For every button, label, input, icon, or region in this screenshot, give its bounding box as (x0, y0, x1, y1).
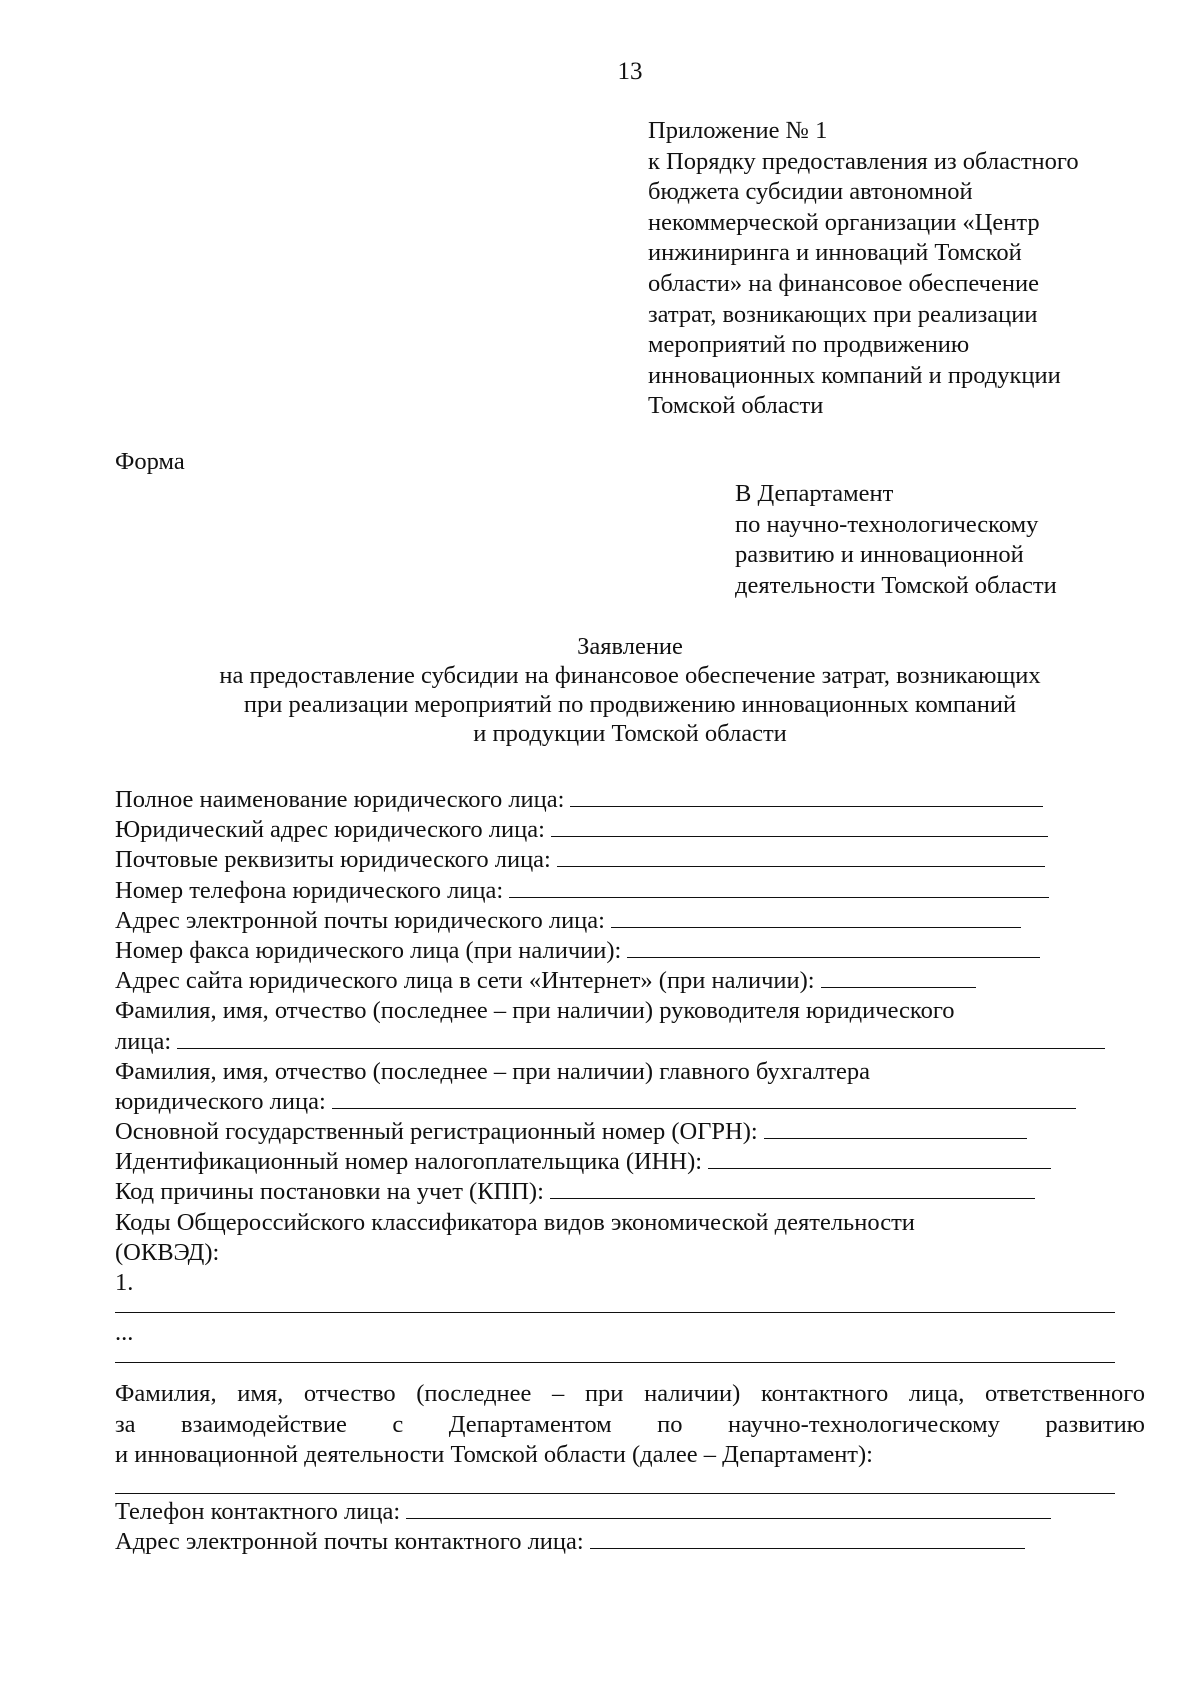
contact-person-blank[interactable] (115, 1492, 1115, 1494)
email-blank[interactable] (611, 907, 1021, 928)
appendix-line: Приложение № 1 (648, 117, 828, 144)
addressee-line: деятельности Томской области (735, 571, 1057, 599)
field-label: Адрес сайта юридического лица в сети «Интернет» (при наличии): (115, 967, 815, 995)
okved-item-number: 1. (115, 1269, 134, 1296)
field-label: Основной государственный регистрационный номер (ОГРН): (115, 1118, 758, 1146)
field-label: Фамилия, имя, отчество (последнее – при наличии) контактного лица, ответственного (115, 1380, 1145, 1408)
field-head-name-line1 (115, 997, 1145, 1027)
postal-details-blank[interactable] (557, 846, 1045, 867)
field-label: Телефон контактного лица: (115, 1497, 401, 1525)
addressee-line: по научно-технологическому (735, 510, 1039, 538)
title-line: на предоставление субсидии на финансовое обеспечение затрат, возникающих (219, 662, 1041, 689)
okved-ellipsis-row (115, 1319, 1145, 1349)
field-label: Юридический адрес юридического лица: (115, 816, 545, 844)
kpp-blank[interactable] (550, 1178, 1035, 1199)
field-contact-email (115, 1528, 1145, 1558)
field-legal-address (115, 816, 1145, 846)
field-label: юридического лица: (115, 1087, 326, 1115)
okved-item-1-blank[interactable] (115, 1311, 1115, 1313)
appendix-line: некоммерческой организации «Центр (648, 208, 1040, 236)
field-head-name-line2 (115, 1028, 1145, 1058)
contact-email-blank[interactable] (590, 1528, 1025, 1549)
field-label: Адрес электронной почты контактного лица: (115, 1528, 584, 1556)
field-postal-details (115, 846, 1145, 876)
field-label: Фамилия, имя, отчество (последнее – при наличии) руководителя юридического (115, 997, 955, 1025)
title-line: и продукции Томской области (473, 720, 787, 747)
appendix-line: бюджета субсидии автономной (648, 178, 973, 206)
accountant-blank[interactable] (332, 1088, 1076, 1109)
page-number: 13 (617, 58, 643, 85)
field-okved-line2 (115, 1239, 1145, 1269)
appendix-line: мероприятий по продвижению (648, 331, 970, 359)
field-label: Фамилия, имя, отчество (последнее – при наличии) главного бухгалтера (115, 1057, 870, 1085)
title-line: Заявление (577, 633, 683, 660)
field-label: Полное наименование юридического лица: (115, 786, 565, 813)
addressee-line: развитию и инновационной (735, 541, 1024, 569)
okved-ellipsis: ... (115, 1319, 134, 1347)
field-label: лица: (115, 1027, 172, 1055)
okved-item-1 (115, 1269, 1145, 1299)
field-kpp (115, 1178, 1145, 1208)
field-fax (115, 937, 1145, 967)
application-fields (115, 786, 1145, 1558)
field-label: Номер факса юридического лица (при наличии): (115, 936, 622, 964)
form-label: Форма (115, 448, 185, 475)
fax-blank[interactable] (627, 937, 1040, 958)
addressee-line: В Департамент (735, 480, 894, 507)
head-name-blank[interactable] (177, 1028, 1105, 1049)
field-ogrn (115, 1118, 1145, 1148)
field-label: за взаимодействие с Департаментом по научно-технологическому развитию (115, 1410, 1145, 1438)
appendix-header (648, 116, 1168, 422)
appendix-line: инновационных компаний и продукции (648, 361, 1061, 389)
field-label: Номер телефона юридического лица: (115, 876, 504, 904)
appendix-line: затрат, возникающих при реализации (648, 300, 1038, 328)
legal-address-blank[interactable] (551, 816, 1048, 837)
field-label: Коды Общероссийского классификатора видов экономической деятельности (115, 1208, 915, 1236)
field-label: (ОКВЭД): (115, 1238, 220, 1266)
field-contact-phone (115, 1498, 1145, 1528)
appendix-line: области» на финансовое обеспечение (648, 269, 1039, 297)
field-full-name (115, 786, 1145, 816)
field-label: Код причины постановки на учет (КПП): (115, 1178, 544, 1206)
full-name-blank[interactable] (570, 786, 1043, 807)
field-label: Почтовые реквизиты юридического лица: (115, 846, 551, 874)
field-label: Адрес электронной почты юридического лица: (115, 906, 605, 934)
appendix-line: к Порядку предоставления из областного (648, 147, 1079, 175)
title-line: при реализации мероприятий по продвижению инновационных компаний (243, 691, 1017, 718)
addressee-block (735, 479, 1155, 601)
document-title (115, 632, 1145, 748)
appendix-line: Томской области (648, 392, 824, 420)
field-accountant-line2 (115, 1088, 1145, 1118)
field-phone (115, 877, 1145, 907)
field-accountant-line1 (115, 1058, 1145, 1088)
field-okved-line1 (115, 1209, 1145, 1239)
field-inn (115, 1148, 1145, 1178)
ogrn-blank[interactable] (764, 1118, 1027, 1139)
appendix-line: инжиниринга и инноваций Томской (648, 239, 1022, 267)
contact-person-block (115, 1379, 1145, 1470)
field-label: и инновационной деятельности Томской области (далее – Департамент): (115, 1440, 873, 1468)
field-label: Идентификационный номер налогоплательщика (ИНН): (115, 1148, 703, 1176)
contact-phone-blank[interactable] (406, 1498, 1051, 1519)
field-website (115, 967, 1145, 997)
phone-blank[interactable] (509, 877, 1049, 898)
okved-item-more-blank[interactable] (115, 1361, 1115, 1363)
field-email (115, 907, 1145, 937)
website-blank[interactable] (821, 967, 976, 988)
inn-blank[interactable] (708, 1148, 1051, 1169)
